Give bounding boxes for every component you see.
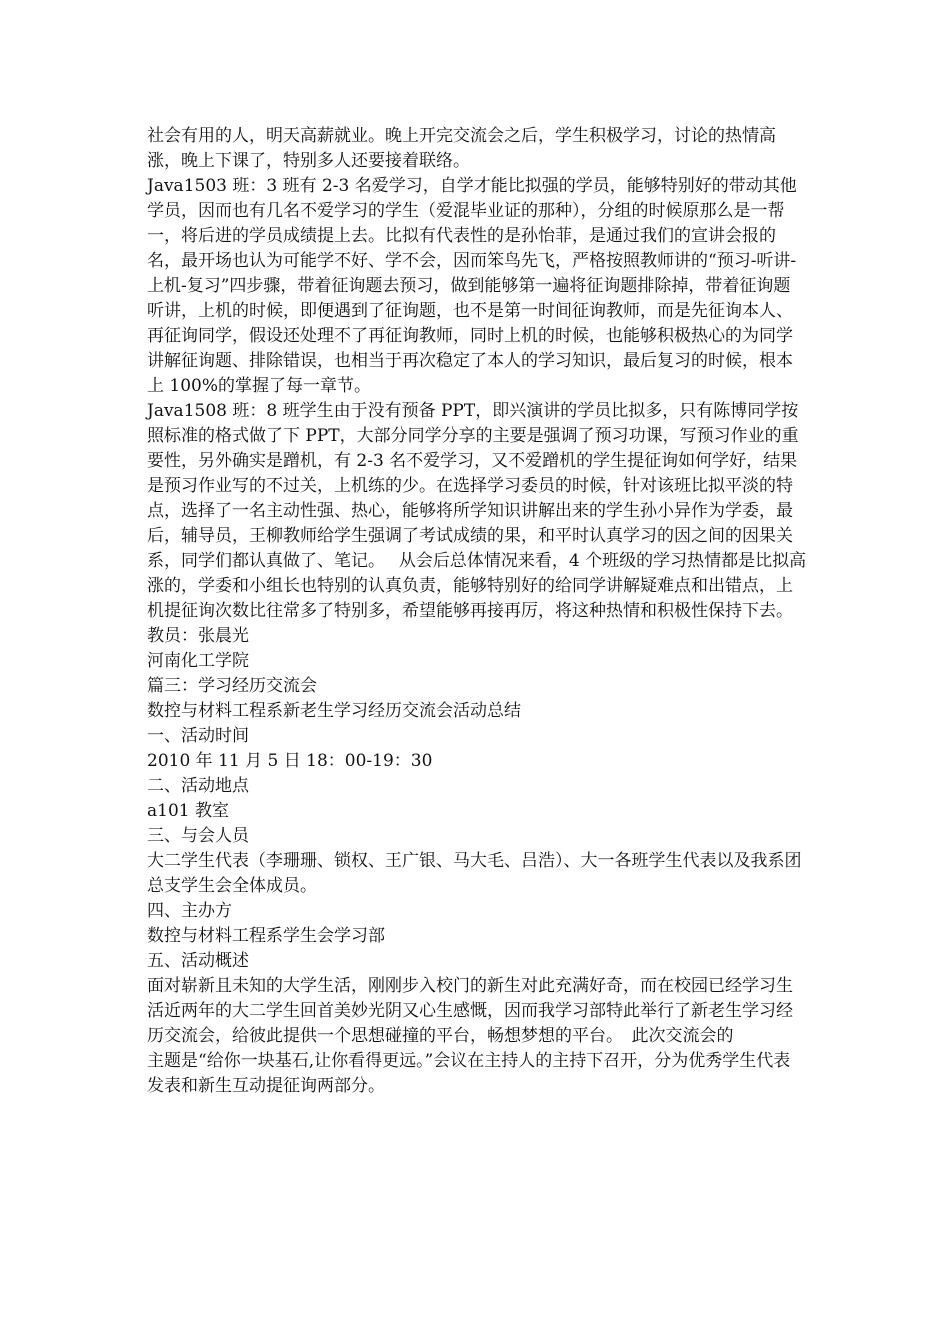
organizer: 数控与材料工程系学生会学习部 bbox=[147, 926, 385, 946]
heading-overview: 五、活动概述 bbox=[147, 951, 249, 971]
teacher-line: 教员：张晨光 bbox=[147, 626, 249, 646]
section-title: 篇三：学习经历交流会 bbox=[147, 676, 317, 696]
paragraph-java1508: Java1508 班：8 班学生由于没有预备 PPT，即兴演讲的学员比拟多，只有陈博同学按照标准的格式做了下 PPT，大部分同学分享的主要是强调了预习功课，写预习作业的重要性，另外确实是蹭机，有 2-3 名不爱学习，又不爱蹭机的学生提征询如何学好，结果是预习作业写的不过关，上机练的少。在选择学习委员的时候，针对该班比拟平淡的特点，选择了一名主动性强、热心，能够将所学知识讲解出来的学生孙小异作为学委，最后，辅导员，王柳教师给学生强调了考试成绩的果，和平时认真学习的因之间的因果关系，同学们都认真做了、笔记。 从会后总体情况来看，4 个班级的学习热情都是比拟高涨的，学委和小组长也特别的认真负责，能够特别好的给同学讲解疑难点和出错点，上机提征询次数比往常多了特别多，希望能够再接再厉，将这种热情和积极性保持下去。 bbox=[147, 401, 807, 621]
attendees: 大二学生代表（李珊珊、锁权、王广银、马大毛、吕浩）、大一各班学生代表以及我系团总支学生会全体成员。 bbox=[147, 851, 802, 896]
paragraph-java1503: Java1503 班：3 班有 2-3 名爱学习，自学才能比拟强的学员，能够特别好的带动其他学员，因而也有几名不爱学习的学生（爱混毕业证的那种），分组的时候原那么是一帮一，将后进的学员成绩提上去。比拟有代表性的是孙怡菲，是通过我们的宣讲会报的名，最开场也认为可能学不好、学不会，因而笨鸟先飞，严格按照教师讲的“预习-听讲-上机-复习”四步骤，带着征询题去预习，做到能够第一遍将征询题排除掉，带着征询题听讲，上机的时候，即便遇到了征询题，也不是第一时间征询教师，而是先征询本人、再征询同学，假设还处理不了再征询教师，同时上机的时候，也能够积极热心的为同学讲解征询题、排除错误，也相当于再次稳定了本人的学习知识，最后复习的时候，根本上 100%的掌握了每一章节。 bbox=[147, 176, 797, 396]
summary-title: 数控与材料工程系新老生学习经历交流会活动总结 bbox=[147, 701, 521, 721]
activity-time: 2010 年 11 月 5 日 18：00-19：30 bbox=[147, 751, 433, 771]
heading-time: 一、活动时间 bbox=[147, 726, 249, 746]
theme-text: 主题是“给你一块基石,让你看得更远。”会议在主持人的主持下召开，分为优秀学生代表发表和新生互动提征询两部分。 bbox=[147, 1051, 791, 1096]
paragraph-1: 社会有用的人，明天高薪就业。晚上开完交流会之后，学生积极学习，讨论的热情高涨，晚上下课了，特别多人还要接着联络。 bbox=[147, 126, 776, 171]
heading-attendees: 三、与会人员 bbox=[147, 826, 249, 846]
school-line: 河南化工学院 bbox=[147, 651, 249, 671]
document-body bbox=[147, 124, 807, 1099]
heading-organizer: 四、主办方 bbox=[147, 901, 232, 921]
activity-place: a101 教室 bbox=[147, 801, 229, 821]
heading-place: 二、活动地点 bbox=[147, 776, 249, 796]
overview-text: 面对崭新且未知的大学生活，刚刚步入校门的新生对此充满好奇，而在校园已经学习生活近两年的大二学生回首美妙光阴又心生感慨，因而我学习部特此举行了新老生学习经历交流会，给彼此提供一个思想碰撞的平台，畅想梦想的平台。 此次交流会的 bbox=[147, 976, 793, 1046]
